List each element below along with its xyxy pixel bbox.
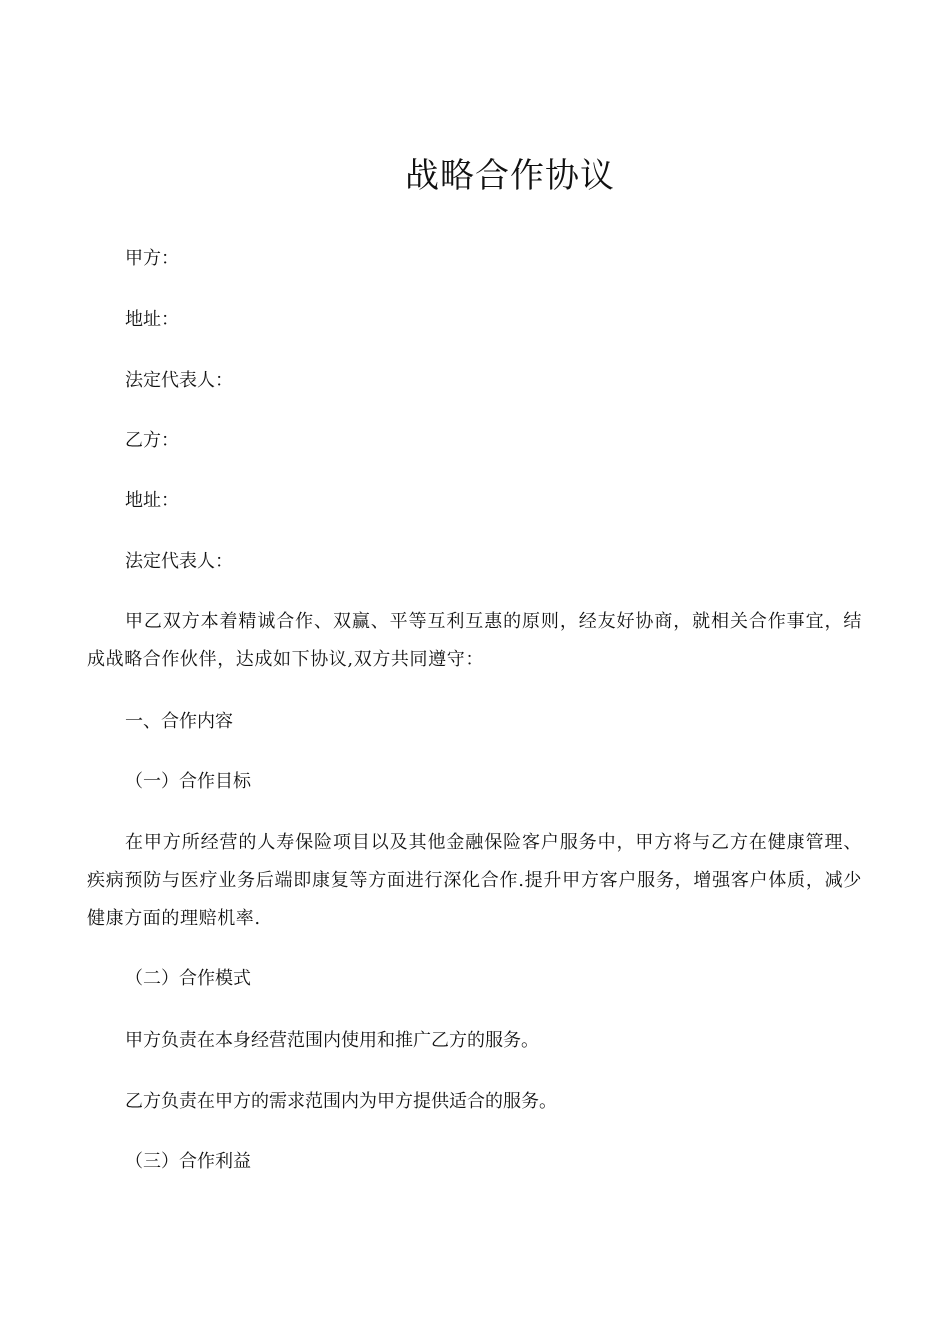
subsection-1-body: 在甲方所经营的人寿保险项目以及其他金融保险客户服务中，甲方将与乙方在健康管理、疾病预防与医疗业务后端即康复等方面进行深化合作.提升甲方客户服务，增强客户体质，减少健康方面的理赔机率. [87, 832, 862, 929]
subsection-2-body-1: 甲方负责在本身经营范围内使用和推广乙方的服务。 [125, 1030, 539, 1051]
subsection-1-heading: （一）合作目标 [125, 771, 251, 792]
preamble-paragraph: 甲乙双方本着精诚合作、双赢、平等互利互惠的原则，经友好协商，就相关合作事宜，结成战略合作伙伴，达成如下协议,双方共同遵守： [87, 611, 862, 670]
subsection-3-heading: （三）合作利益 [125, 1151, 251, 1172]
party-b-address-label: 地址： [125, 490, 179, 511]
document-title: 战略合作协议 [405, 156, 615, 196]
subsection-2-body-2: 乙方负责在甲方的需求范围内为甲方提供适合的服务。 [125, 1091, 557, 1112]
party-b-label: 乙方： [125, 430, 179, 451]
party-b-representative-label: 法定代表人： [125, 551, 233, 572]
party-a-representative-label: 法定代表人： [125, 370, 233, 391]
party-a-address-label: 地址： [125, 309, 179, 330]
party-a-label: 甲方： [125, 248, 179, 269]
subsection-2-heading: （二）合作模式 [125, 968, 251, 989]
section-1-heading: 一、合作内容 [125, 711, 233, 732]
